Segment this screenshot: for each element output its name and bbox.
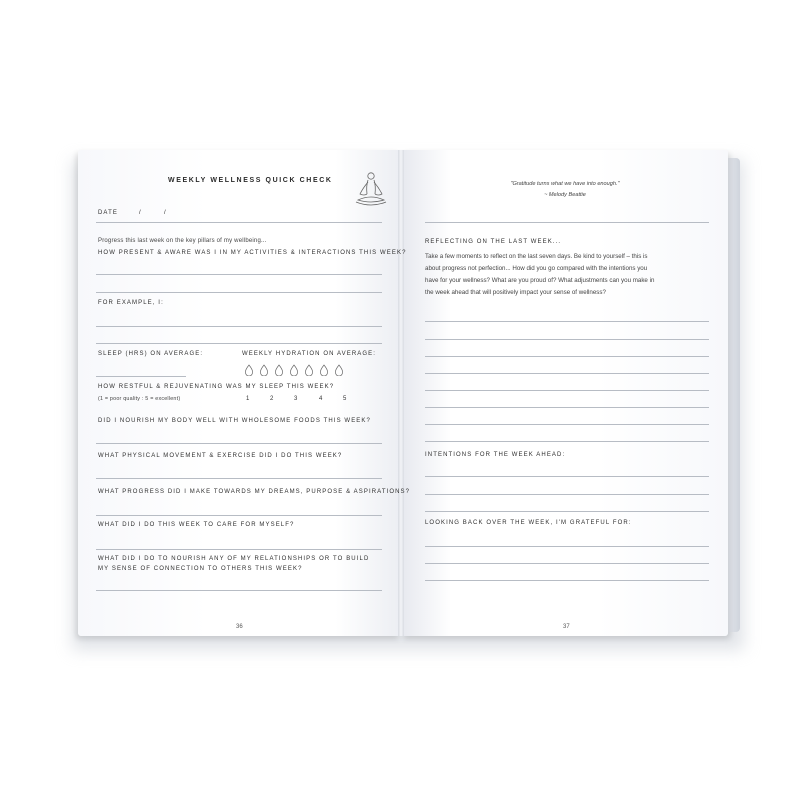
meditation-figure-icon	[354, 170, 388, 210]
question-care: WHAT DID I DO THIS WEEK TO CARE FOR MYSELF?	[98, 522, 295, 528]
answer-line[interactable]	[425, 441, 709, 442]
question-relationships: WHAT DID I DO TO NOURISH ANY OF MY RELATIONSHIPS OR TO BUILD	[98, 556, 370, 562]
answer-line[interactable]	[96, 343, 382, 344]
answer-line[interactable]	[425, 511, 709, 512]
water-drop-icon[interactable]	[288, 364, 300, 376]
answer-line[interactable]	[96, 326, 382, 327]
water-drop-icon[interactable]	[333, 364, 345, 376]
answer-line[interactable]	[425, 356, 709, 357]
date-separator: /	[139, 210, 142, 216]
sleep-label: SLEEP (HRS) ON AVERAGE:	[98, 351, 204, 357]
answer-line[interactable]	[425, 424, 709, 425]
book-spine	[398, 150, 404, 636]
answer-line[interactable]	[96, 515, 382, 516]
water-drop-icon[interactable]	[243, 364, 255, 376]
scale-option-5[interactable]: 5	[343, 396, 347, 402]
page-title: WEEKLY WELLNESS QUICK CHECK	[168, 177, 333, 184]
answer-line[interactable]	[96, 590, 382, 591]
scale-option-4[interactable]: 4	[319, 396, 323, 402]
reflect-line: have for your wellness? What are you proud of? What adjustments can you make in	[425, 277, 655, 284]
question-relationships-line2: MY SENSE OF CONNECTION TO OTHERS THIS WEEK?	[98, 566, 303, 572]
page-number-right: 37	[563, 624, 570, 630]
answer-line[interactable]	[425, 476, 709, 477]
water-drop-icon[interactable]	[273, 364, 285, 376]
quote-text: "Gratitude turns what we have into enough."	[510, 181, 620, 187]
answer-line[interactable]	[425, 546, 709, 547]
hydration-label: WEEKLY HYDRATION ON AVERAGE:	[242, 351, 377, 357]
reflect-heading: REFLECTING ON THE LAST WEEK...	[425, 239, 562, 245]
quote-divider	[425, 222, 709, 223]
question-nourish: DID I NOURISH MY BODY WELL WITH WHOLESOME FOODS THIS WEEK?	[98, 418, 371, 424]
water-drop-icon[interactable]	[258, 364, 270, 376]
answer-line[interactable]	[425, 321, 709, 322]
scale-option-2[interactable]: 2	[270, 396, 274, 402]
date-label: DATE	[98, 210, 118, 216]
question-movement: WHAT PHYSICAL MOVEMENT & EXERCISE DID I DO THIS WEEK?	[98, 453, 343, 459]
reflect-paragraph	[425, 251, 707, 299]
answer-line[interactable]	[425, 390, 709, 391]
water-drop-icon[interactable]	[318, 364, 330, 376]
date-line[interactable]	[96, 222, 382, 223]
scale-option-1[interactable]: 1	[246, 396, 250, 402]
water-drop-icon[interactable]	[303, 364, 315, 376]
question-progress: WHAT PROGRESS DID I MAKE TOWARDS MY DREAMS, PURPOSE & ASPIRATIONS?	[98, 489, 411, 495]
answer-line[interactable]	[96, 549, 382, 550]
answer-line[interactable]	[425, 407, 709, 408]
answer-line[interactable]	[425, 339, 709, 340]
answer-line[interactable]	[96, 478, 382, 479]
scale-note: (1 = poor quality : 5 = excellent)	[98, 396, 181, 402]
question-example: FOR EXAMPLE, I:	[98, 300, 164, 306]
answer-line[interactable]	[425, 373, 709, 374]
reflect-line: the week ahead that will positively impact your sense of wellness?	[425, 289, 606, 296]
quote-block	[424, 179, 706, 201]
reflect-line: Take a few moments to reflect on the last seven days. Be kind to yourself – this is	[425, 253, 648, 260]
answer-line[interactable]	[425, 580, 709, 581]
intentions-heading: INTENTIONS FOR THE WEEK AHEAD:	[425, 452, 566, 458]
question-restful: HOW RESTFUL & REJUVENATING WAS MY SLEEP THIS WEEK?	[98, 384, 335, 390]
grateful-heading: LOOKING BACK OVER THE WEEK, I'M GRATEFUL FOR:	[425, 520, 632, 526]
answer-line[interactable]	[96, 274, 382, 275]
answer-line[interactable]	[96, 292, 382, 293]
page-edges	[728, 158, 740, 632]
page-number-left: 36	[236, 624, 243, 630]
scale-option-3[interactable]: 3	[294, 396, 298, 402]
quote-author: ~ Melody Beattie	[544, 192, 586, 198]
answer-line[interactable]	[425, 563, 709, 564]
reflect-line: about progress not perfection... How did you go compared with the intentions you	[425, 265, 648, 272]
intro-text: Progress this last week on the key pillars of my wellbeing...	[98, 238, 267, 244]
sleep-answer-line[interactable]	[96, 376, 186, 377]
question-present: HOW PRESENT & AWARE WAS I IN MY ACTIVITIES & INTERACTIONS THIS WEEK?	[98, 250, 407, 256]
answer-line[interactable]	[425, 494, 709, 495]
answer-line[interactable]	[96, 443, 382, 444]
date-separator: /	[164, 210, 167, 216]
